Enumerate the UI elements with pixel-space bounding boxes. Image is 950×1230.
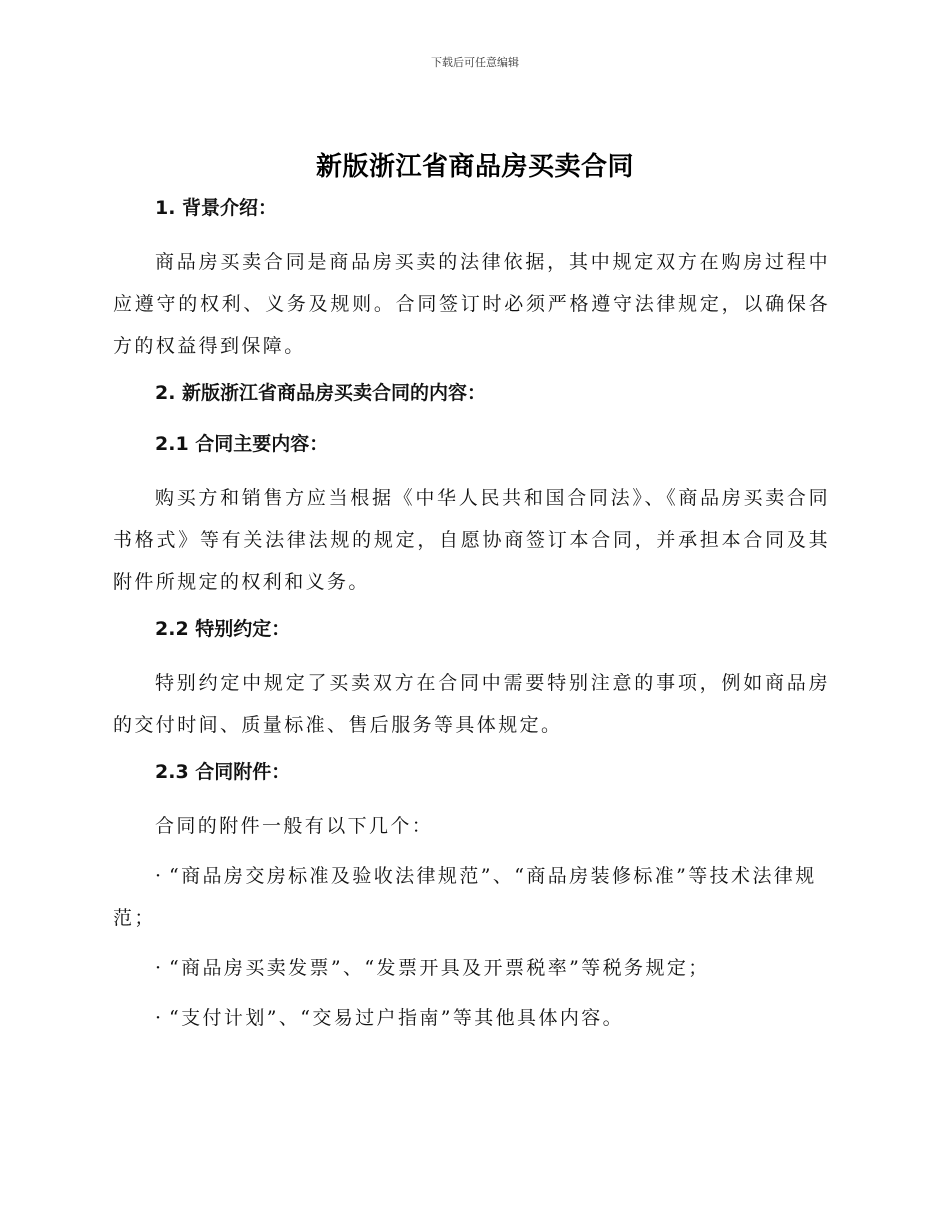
section-2-3-heading: 2.3 合同附件： — [155, 761, 291, 783]
bullet-text: “支付计划”、“交易过户指南”等其他具体内容。 — [169, 1007, 625, 1029]
bullet-marker: · — [155, 865, 164, 887]
attachment-bullet-item — [113, 947, 830, 989]
section-2-1-heading: 2.1 合同主要内容： — [155, 433, 329, 455]
section-2-2-paragraph: 特别约定中规定了买卖双方在合同中需要特别注意的事项，例如商品房的交付时间、质量标准、售后服务等具体规定。 — [113, 672, 830, 736]
attachment-bullet-item — [113, 997, 830, 1039]
section-1-paragraph: 商品房买卖合同是商品房买卖的法律依据，其中规定双方在购房过程中应遵守的权利、义务及规则。合同签订时必须严格遵守法律规定，以确保各方的权益得到保障。 — [113, 251, 830, 357]
section-2-heading: 2. 新版浙江省商品房买卖合同的内容： — [155, 382, 487, 404]
header-note: 下载后可任意编辑 — [431, 56, 519, 69]
bullet-marker: · — [155, 1007, 164, 1029]
section-2-1-paragraph: 购买方和销售方应当根据《中华人民共和国合同法》、《商品房买卖合同书格式》等有关法律法规的规定，自愿协商签订本合同，并承担本合同及其附件所规定的权利和义务。 — [113, 487, 830, 593]
section-1-heading: 1. 背景介绍： — [155, 197, 278, 219]
attachment-bullet-item — [113, 855, 830, 939]
bullet-marker: · — [155, 957, 164, 979]
bullet-text: “商品房买卖发票”、“发票开具及开票税率”等税务规定； — [169, 957, 710, 979]
document-body — [113, 190, 830, 1039]
section-2-3-paragraph: 合同的附件一般有以下几个： — [155, 815, 434, 837]
bullet-text: “商品房交房标准及验收法律规范”、“商品房装修标准”等技术法律规范； — [113, 865, 817, 929]
document-title: 新版浙江省商品房买卖合同 — [315, 152, 634, 182]
section-2-2-heading: 2.2 特别约定： — [155, 618, 291, 640]
